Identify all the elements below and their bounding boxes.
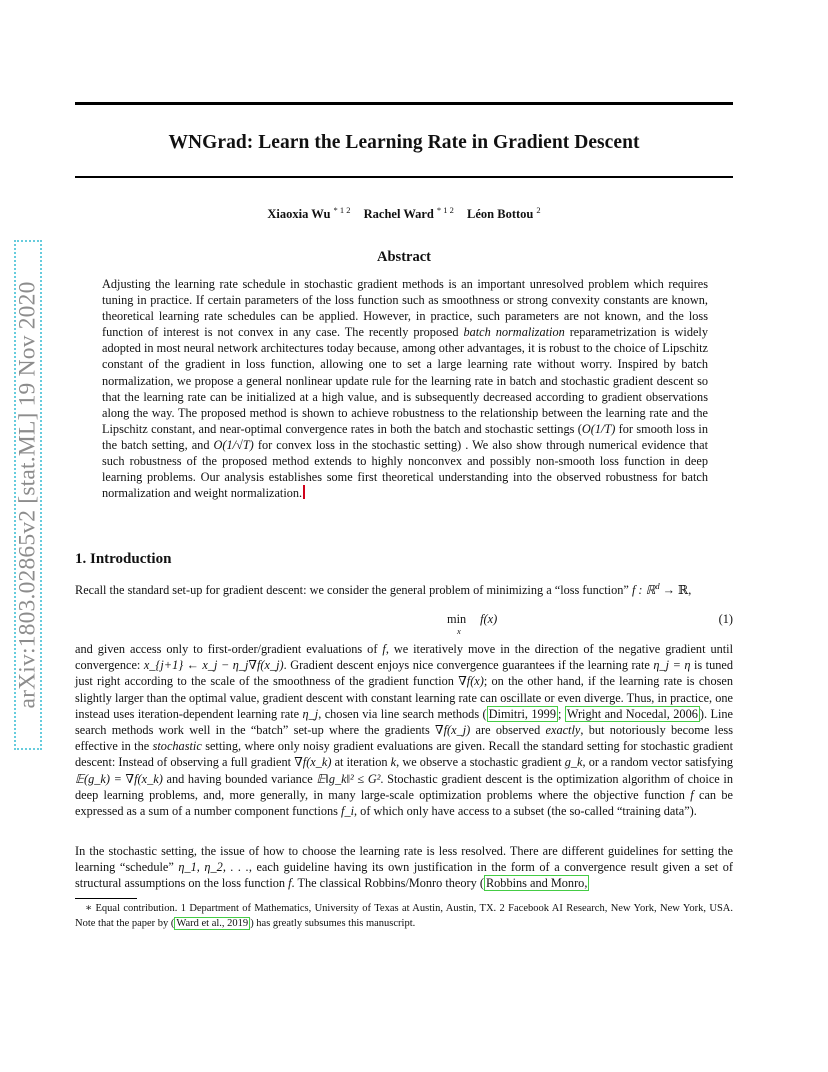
title-bottom-rule <box>75 176 733 178</box>
text-cursor <box>303 485 305 499</box>
arxiv-identifier: arXiv:1803.02865v2 [stat.ML] 19 Nov 2020 <box>14 281 41 709</box>
intro-paragraph-3: In the stochastic setting, the issue of how to choose the learning rate is less resolved. There are different guidelines for setting the learning “schedule” η_1, η_2, . . ., each guideline having its own justification in the form of a convergence result given a set of structural assumptions on the loss function f. The classical Robbins/Monro theory ( Robbins and Monro, <box>75 844 733 891</box>
section-heading-introduction: 1. Introduction <box>75 551 172 567</box>
intro-paragraph-1: Recall the standard set-up for gradient descent: we consider the general problem of minimizing a “loss function” f : ℝ$^d$ → ℝ, <box>75 581 692 598</box>
citation-link-robbins-monro[interactable]: Robbins and Monro, <box>485 876 588 891</box>
intro-paragraph-2: and given access only to first-order/gradient evaluations of f, we iteratively move in the direction of the negative gradient until convergence: x_{j+1} ← x_j − η_j∇f(x_j). Gradient descent enjoys nice convergence guarantees if the learning rate η_j = η is tuned just right according to the scale of the smoothness of the gradient function ∇f(x); on the other hand, if the learning rate is chosen slightly larger than the optimal value, gradient descent with constant learning rate can oscillate or even diverge. Thus, in practice, one instead uses iteration-dependent learning rate η_j, chosen via line search methods ( Dimitri, 1999 ; Wright and Nocedal, 2006 ). Line search methods work well in the “batch” set-up where the gradients ∇f(x_j) are observed exactly, but notoriously become less effective in the stochastic setting, where only noisy gradient evaluations are given. Recall the standard setting for stochastic gradient descent: Instead of observing a full gradient ∇f(x_k) at iteration k, we observe a stochastic gradient g_k, or a random vector satisfying 𝔼(g_k) = ∇f(x_k) and having bounded variance 𝔼‖g_k‖² ≤ G². Stochastic gradient descent is the optimization algorithm of choice in deep learning problems, and, more generally, in many large-scale optimization problems where the objective function f can be expressed as a sum of a number component functions f_i, of which only have access to a subset (the so-called “training data”). <box>75 642 734 819</box>
citation-link-ward[interactable]: Ward et al., 2019 <box>176 917 249 929</box>
footnote: ∗ Equal contribution. 1 Department of Mathematics, University of Texas at Austin, Austin, TX. 2 Facebook AI Research, New York, New York, USA. Note that the paper by ( Ward et al., 2019 ) has greatly subsumes this manuscript. <box>75 903 733 929</box>
footnote-rule <box>75 898 137 899</box>
author-1: Xiaoxia Wu $^{* 1 2}$ <box>267 205 351 222</box>
arxiv-side-stamp <box>10 240 46 750</box>
abstract-text: Adjusting the learning rate schedule in stochastic gradient methods is an important unresolved problem which requires tuning in practice. If certain parameters of the loss function such as smoothness or strong convexity constants are known, theoretical learning rate schedules can be applied. However, in practice, such parameters are not known, and the loss function of interest is not convex in any case. The recently proposed batch normalization reparametrization is widely adopted in most neural network architectures today because, among other advantages, it is robust to the choice of Lipschitz constant of the gradient in loss function, allowing one to set a large learning rate without worry. Inspired by batch normalization, we propose a general nonlinear update rule for the learning rate in batch and stochastic gradient descent so that the learning rate can be initialized at a high value, and is subsequently decreased according to gradient observations along the way. The proposed method is shown to achieve robustness to the relationship between the learning rate and the Lipschitz constant, and near-optimal convergence rates in both the batch and stochastic settings (O(1/T) for smooth loss in the batch setting, and O(1/√T) for convex loss in the stochastic setting) . We also show through numerical evidence that such robustness of the proposed method extends to highly nonconvex and possibly non-smooth loss function in deep learning problems. Our analysis establishes some first theoretical understanding into the observed robustness for batch normalization and weight normalization. <box>102 277 708 501</box>
paper-title: WNGrad: Learn the Learning Rate in Gradient Descent <box>168 132 640 153</box>
equation-1: min f(x) x (1) <box>447 612 733 636</box>
title-top-rule <box>75 102 733 105</box>
author-2: Rachel Ward $^{* 1 2}$ <box>363 205 454 222</box>
equation-number: (1) <box>718 612 733 626</box>
author-3: Léon Bottou $^2$ <box>467 205 541 222</box>
citation-link-wright-nocedal[interactable]: Wright and Nocedal, 2006 <box>566 706 698 721</box>
author-list <box>75 205 733 222</box>
abstract-heading: Abstract <box>377 249 431 265</box>
citation-link-dimitri[interactable]: Dimitri, 1999 <box>488 706 556 721</box>
